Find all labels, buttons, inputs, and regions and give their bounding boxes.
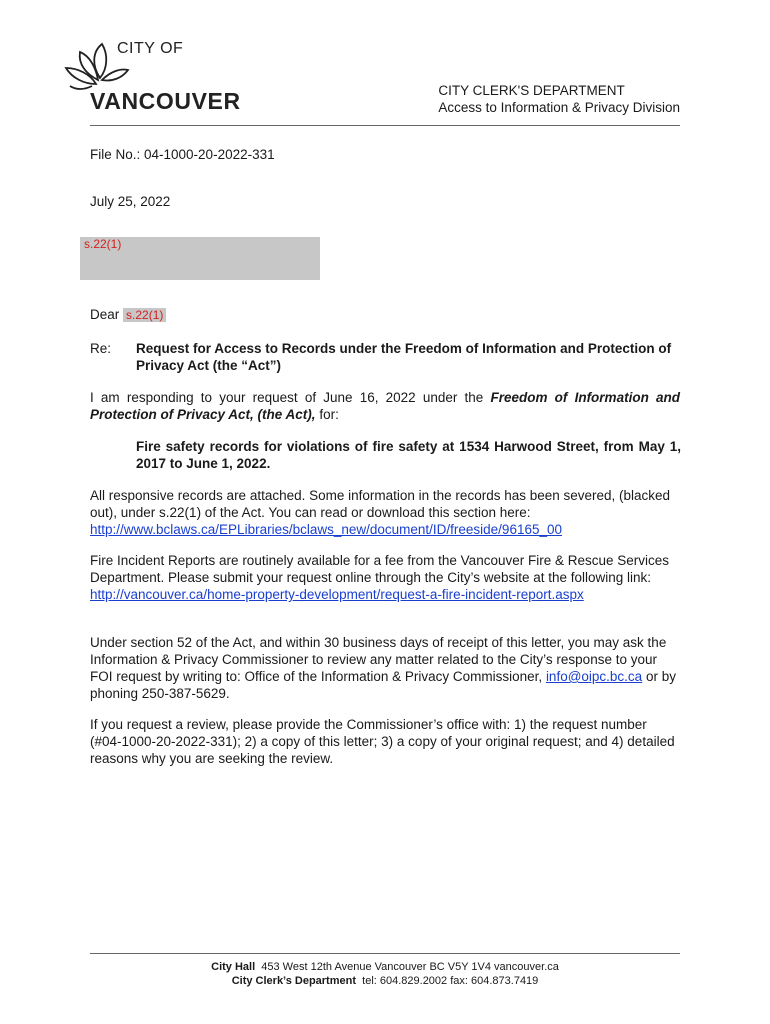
logo-city-of: CITY OF — [117, 40, 184, 57]
bclaws-link[interactable]: http://www.bclaws.ca/EPLibraries/bclaws_new/document/ID/freeside/96165_00 — [90, 522, 562, 537]
salutation-dear: Dear — [90, 307, 120, 322]
salutation — [90, 306, 290, 324]
logo-vancouver: VANCOUVER — [90, 88, 241, 114]
intro-act-name: Freedom of Information and Protection of Privacy Act, (the Act), — [90, 390, 680, 422]
intro-paragraph — [90, 389, 680, 423]
request-description: Fire safety records for violations of fire safety at 1534 Harwood Street, from May 1, 2017 to June 1, 2022. — [136, 439, 681, 471]
paragraph-fire-reports — [90, 552, 680, 603]
footer — [0, 960, 770, 988]
department-name: CITY CLERK'S DEPARTMENT — [438, 83, 625, 98]
oipc-email-link[interactable]: info@oipc.bc.ca — [545, 669, 643, 684]
paragraph-severed — [90, 487, 680, 538]
department-header — [438, 82, 680, 116]
re-label: Re: — [90, 341, 112, 356]
address-redaction — [80, 237, 320, 280]
footer-line-1 — [0, 960, 770, 974]
paragraph-severed-text: All responsive records are attached. Some information in the records has been severed, (blacked out), under s.22(1) of the Act. You can read or download this section here: — [90, 488, 671, 520]
file-number: File No.: 04-1000-20-2022-331 — [90, 147, 275, 162]
paragraph-review-rights-text: Under section 52 of the Act, and within 30 business days of receipt of this letter, you may ask the Information & Privacy Commissioner to review any matter related to the City’s response to your FOI request by writing to: Office of the Information & Privacy Commissioner, — [90, 635, 667, 684]
division-name: Access to Information & Privacy Division — [438, 100, 680, 115]
fire-report-link[interactable]: http://vancouver.ca/home-property-development/request-a-fire-incident-report.aspx — [90, 587, 584, 602]
paragraph-review-rights — [90, 634, 680, 702]
intro-for: for: — [319, 407, 339, 422]
footer-city-hall: City Hall — [211, 961, 256, 973]
letter-date: July 25, 2022 — [90, 194, 171, 209]
footer-contact: tel: 604.829.2002 fax: 604.873.7419 — [362, 975, 539, 987]
footer-address: 453 West 12th Avenue Vancouver BC V5Y 1V4 vancouver.ca — [261, 961, 559, 973]
footer-department: City Clerk’s Department — [231, 975, 357, 987]
re-subject: Request for Access to Records under the Freedom of Information and Protection of Privacy Act (the “Act”) — [136, 341, 672, 373]
footer-line-2 — [0, 974, 770, 988]
header-divider — [90, 125, 680, 126]
footer-divider — [90, 953, 680, 954]
address-redaction-label: s.22(1) — [84, 237, 122, 251]
salutation-redaction: s.22(1) — [123, 308, 166, 322]
paragraph-fire-reports-text: Fire Incident Reports are routinely available for a fee from the Vancouver Fire & Rescue Services Department. Please submit your request online through the City’s website at the following link: — [90, 553, 670, 585]
paragraph-review-instructions: If you request a review, please provide the Commissioner’s office with: 1) the request number (#04-1000-20-2022-331); 2) a copy of this letter; 3) a copy of your original request; and 4) detailed reasons why you are seeking the review. — [90, 717, 675, 766]
city-of-vancouver-logo — [62, 38, 262, 118]
intro-text: I am responding to your request of June 16, 2022 under the — [90, 390, 484, 405]
oipc-phone: or by phoning 250-387-5629. — [90, 669, 676, 701]
